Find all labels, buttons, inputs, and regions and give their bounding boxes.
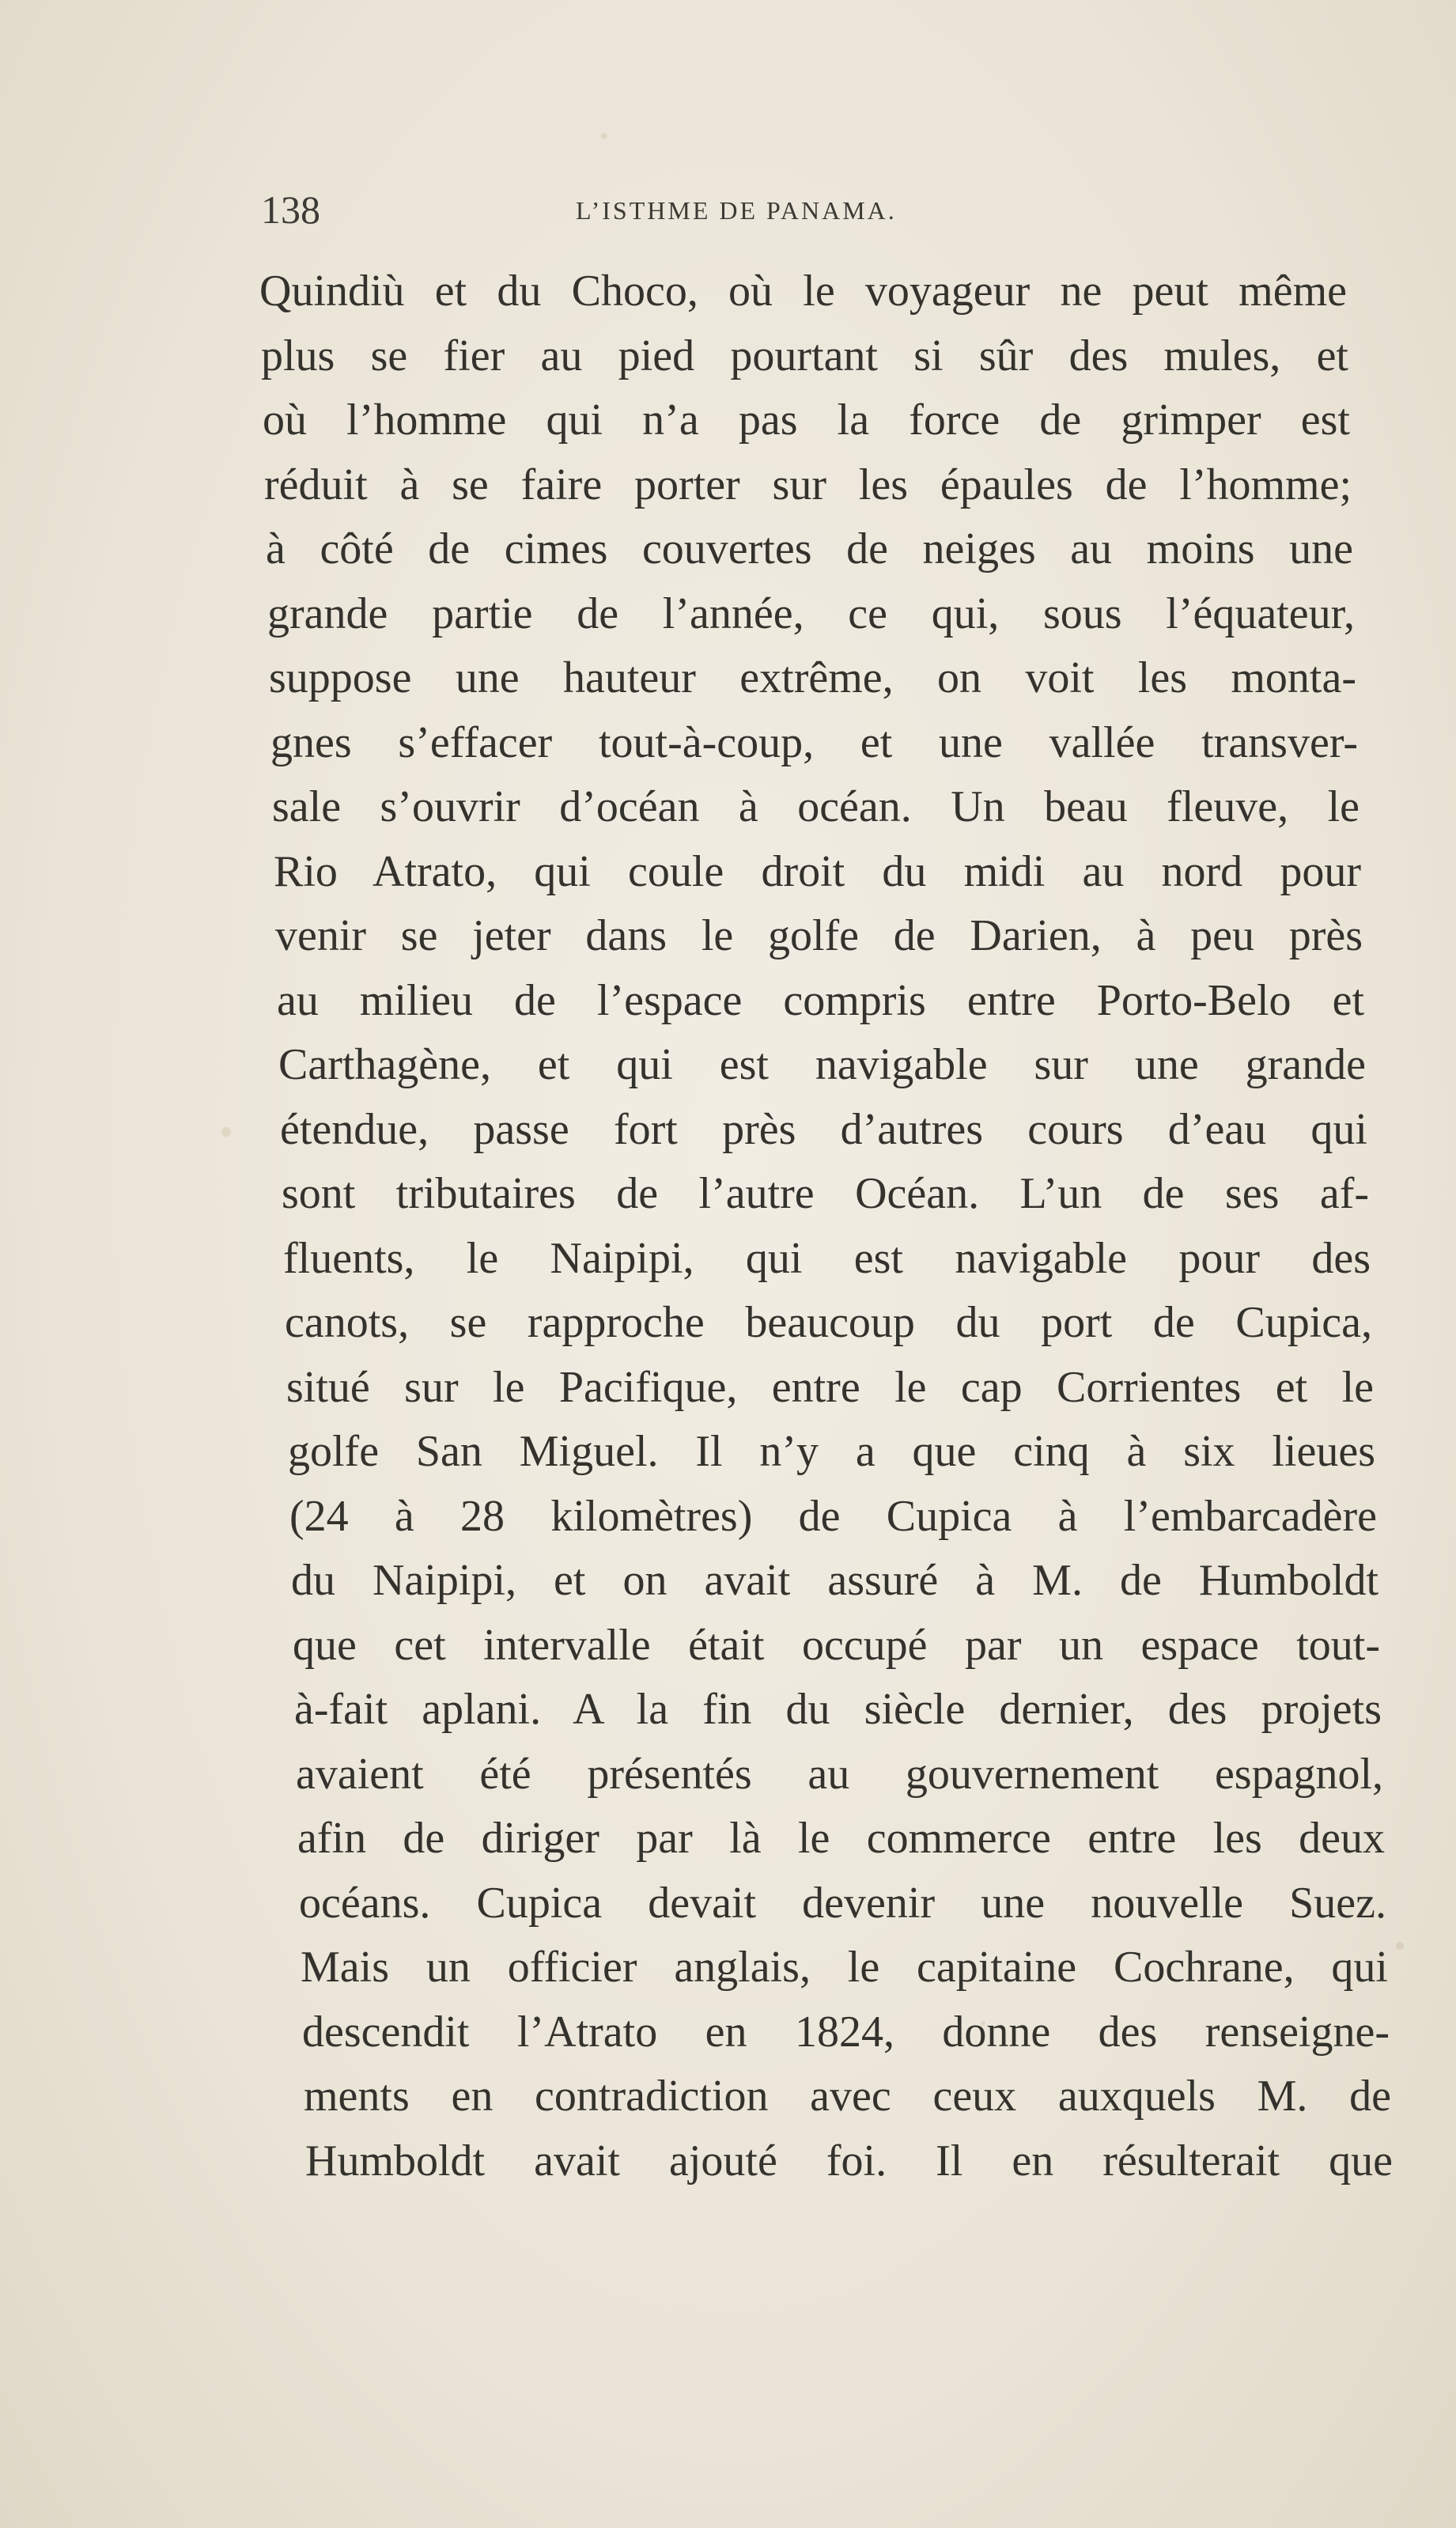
text-line: afin de diriger par là le commerce entre les deux [297,1814,1385,1863]
text-line: à côté de cimes couvertes de neiges au moins une [266,524,1353,573]
text-line: descendit l’Atrato en 1824, donne des renseigne- [302,2007,1390,2057]
paper-foxing-spot [221,1127,231,1137]
text-line: avaient été présentés au gouvernement espagnol, [296,1749,1383,1799]
text-line: fluents, le Naipipi, qui est navigable pour des [283,1233,1371,1283]
text-line: au milieu de l’espace compris entre Porto-Belo et [277,975,1364,1025]
running-title: L’ISTHME DE PANAMA. [576,196,897,225]
text-line: réduit à se faire porter sur les épaules de l’homme; [264,460,1352,509]
body-text [259,259,1393,2193]
paper-foxing-spot [1396,1942,1404,1950]
text-line: où l’homme qui n’a pas la force de grimper est [263,395,1350,445]
text-line: (24 à 28 kilomètres) de Cupica à l’embarcadère [289,1491,1377,1541]
text-line: grande partie de l’année, ce qui, sous l’équateur, [267,588,1355,638]
text-line: à-fait aplani. A la fin du siècle dernier, des projets [294,1685,1382,1734]
text-line: sont tributaires de l’autre Océan. L’un de ses af- [282,1169,1369,1218]
running-head [261,187,1052,250]
text-line: que cet intervalle était occupé par un espace tout- [293,1620,1380,1670]
text-line: du Naipipi, et on avait assuré à M. de Humboldt [291,1556,1378,1605]
page-number: 138 [261,187,320,232]
text-line: Rio Atrato, qui coule droit du midi au nord pour [274,846,1361,896]
text-line: étendue, passe fort près d’autres cours d’eau qui [280,1104,1367,1154]
paper-foxing-spot [601,133,607,139]
text-line: Mais un officier anglais, le capitaine Cochrane, qui [301,1943,1388,1992]
text-line: ments en contradiction avec ceux auxquels M. de [304,2072,1391,2121]
text-line: gnes s’effacer tout-à-coup, et une vallée transver- [270,717,1358,767]
text-line: plus se fier au pied pourtant si sûr des mules, et [261,331,1348,380]
text-line: océans. Cupica devait devenir une nouvelle Suez. [299,1878,1386,1928]
text-line: canots, se rapproche beaucoup du port de Cupica, [285,1298,1372,1347]
text-line: Quindiù et du Choco, où le voyageur ne peut même [259,267,1347,316]
text-line: venir se jeter dans le golfe de Darien, à peu près [275,911,1363,960]
text-line: sale s’ouvrir d’océan à océan. Un beau fleuve, le [272,782,1360,831]
text-line: suppose une hauteur extrême, on voit les monta- [269,653,1356,702]
text-line: Humboldt avait ajouté foi. Il en résulterait que [305,2136,1393,2186]
text-line: situé sur le Pacifique, entre le cap Corrientes et le [286,1362,1374,1412]
text-line: golfe San Miguel. Il n’y a que cinq à six lieues [288,1427,1375,1476]
text-line: Carthagène, et qui est navigable sur une grande [278,1040,1366,1089]
